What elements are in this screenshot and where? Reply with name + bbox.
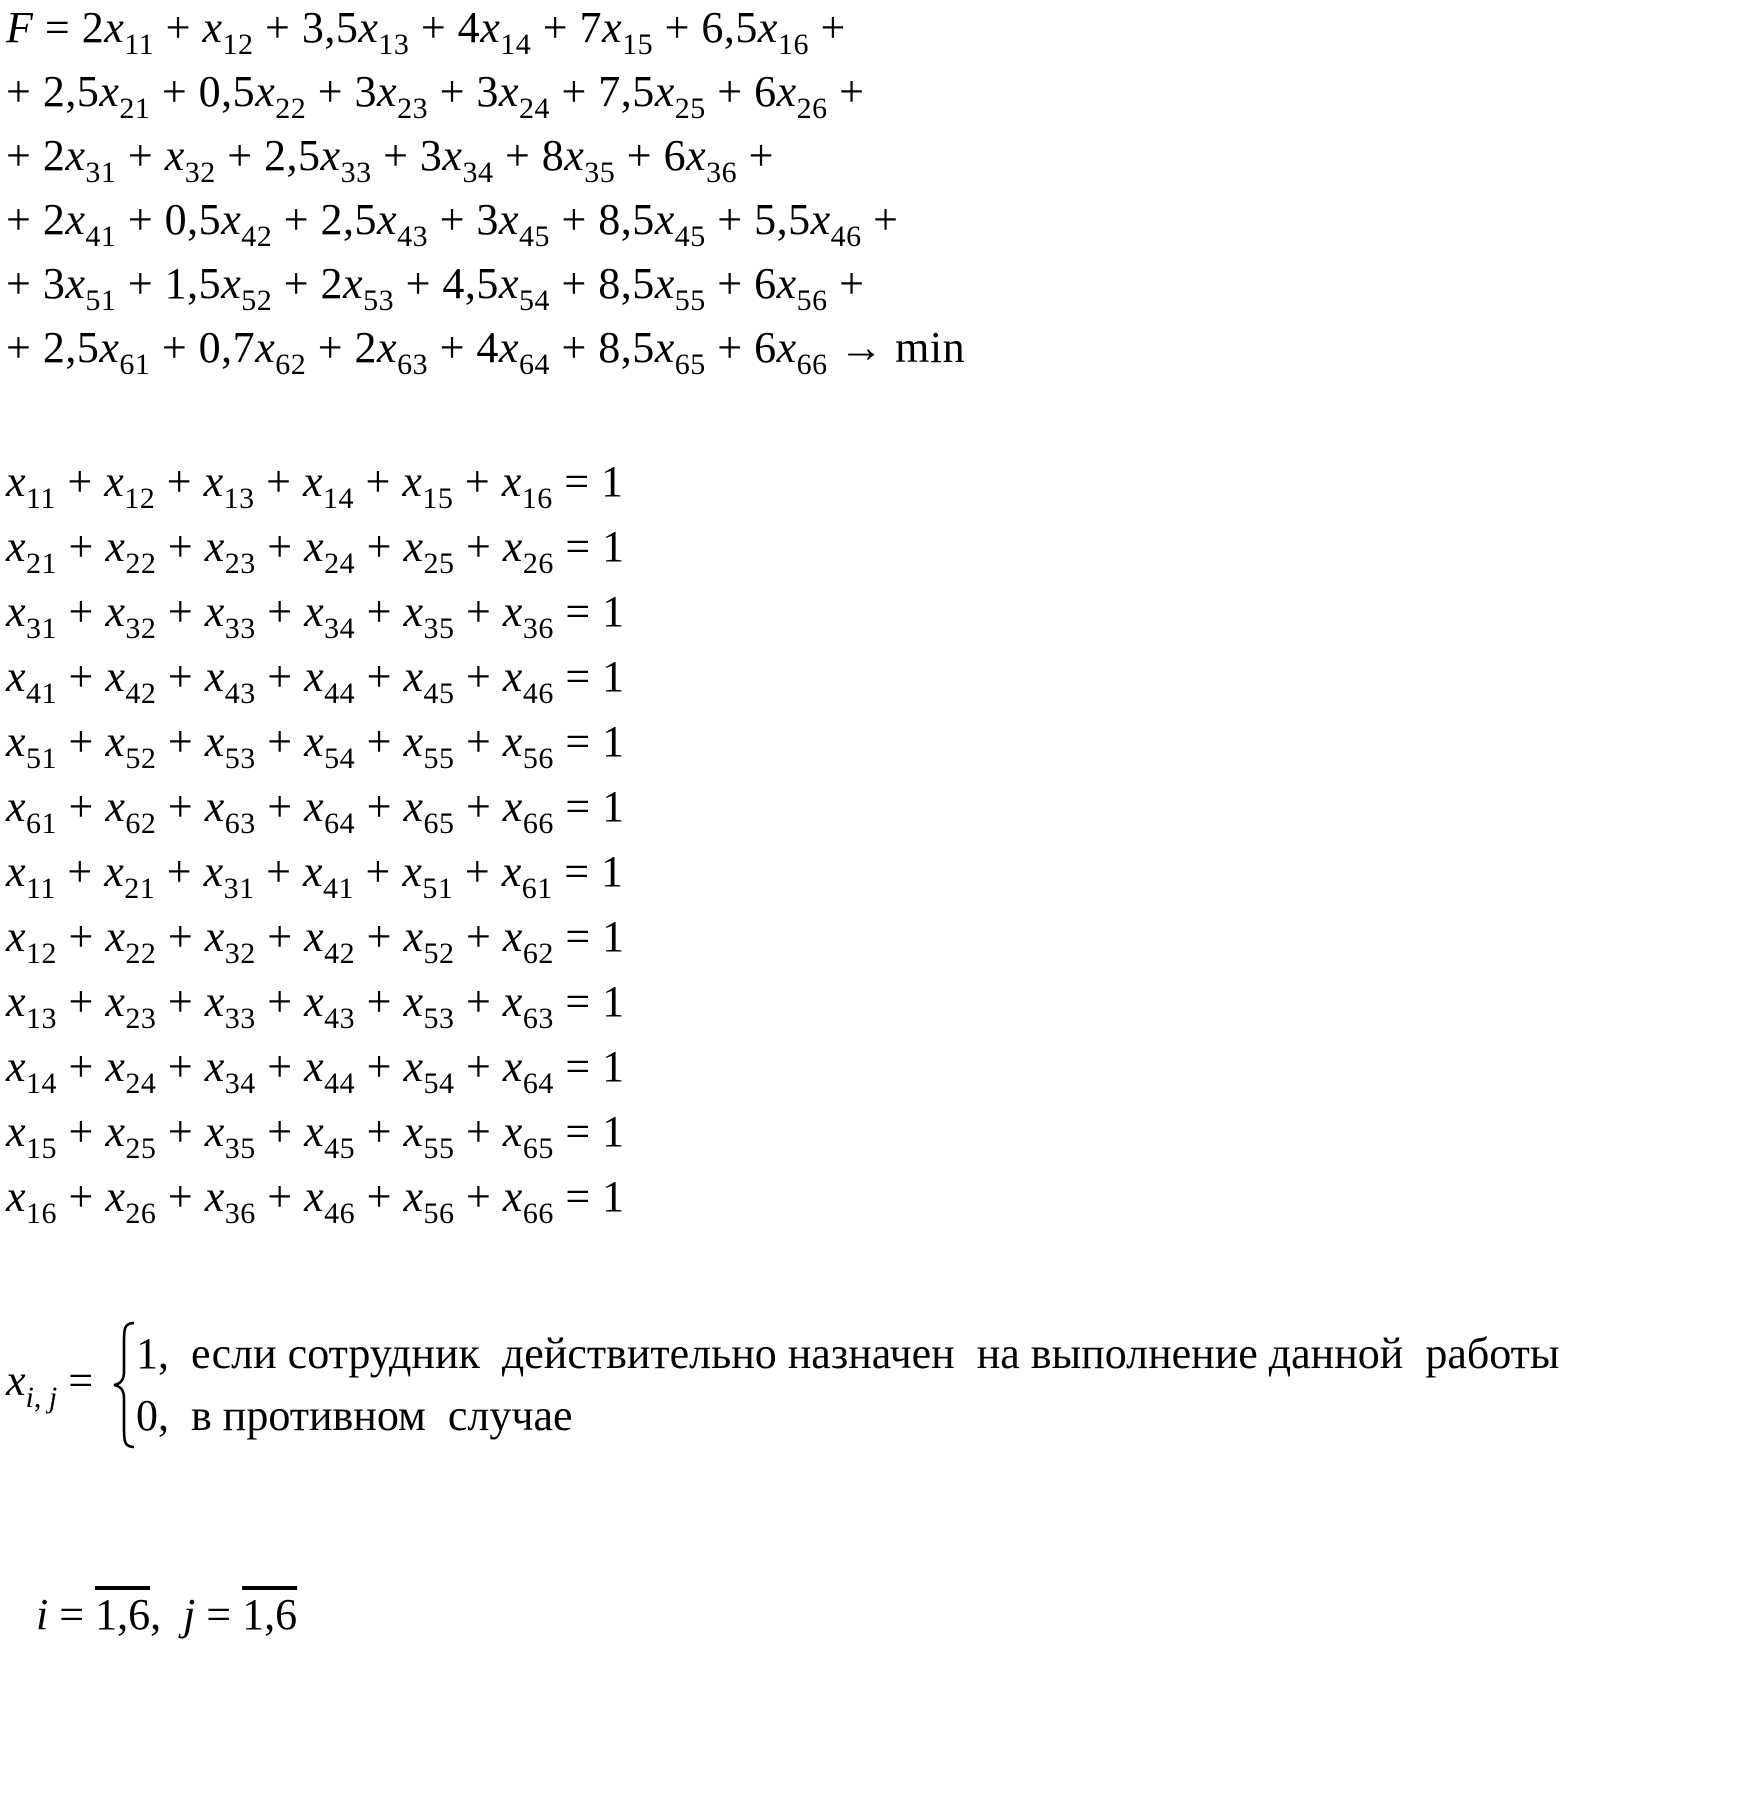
- constraint-line: $x_{31} + x_{32} + x_{33} + x_{34} + x_{35} + x_{36} = 1$: [6, 587, 625, 645]
- range-j-value: 1,6: [242, 1590, 298, 1639]
- range-separator: ,: [150, 1590, 184, 1639]
- constraint-line: $x_{21} + x_{22} + x_{23} + x_{24} + x_{25} + x_{26} = 1$: [6, 522, 625, 580]
- constraint-line: $x_{11} + x_{12} + x_{13} + x_{14} + x_{15} + x_{16} = 1$: [6, 457, 624, 515]
- objective-line: $F = 2x_{11} + x_{12} + 3,5x_{13} + 4x_{14} + 7x_{15} + 6,5x_{16}$ +: [6, 3, 846, 61]
- objective-line: + $2,5x_{61} + 0,7x_{62} + 2x_{63} + 4x_{64} + 8,5x_{65} + 6x_{66} \to \min$: [6, 323, 966, 381]
- equals-sign: =: [195, 1590, 243, 1639]
- constraint-line: $x_{14} + x_{24} + x_{34} + x_{44} + x_{54} + x_{64} = 1$: [6, 1042, 625, 1100]
- constraint-line: $x_{15} + x_{25} + x_{35} + x_{45} + x_{55} + x_{65} = 1$: [6, 1107, 625, 1165]
- objective-line: + $3x_{51} + 1,5x_{52} + 2x_{53} + 4,5x_{54} + 8,5x_{55} + 6x_{56}$ +: [6, 259, 865, 317]
- constraint-line: $x_{16} + x_{26} + x_{36} + x_{46} + x_{56} + x_{66} = 1$: [6, 1172, 625, 1230]
- index-range: [14, 1538, 297, 1640]
- case-otherwise: 0, в противном случае: [136, 1391, 573, 1440]
- variable-definition: [6, 1320, 1606, 1450]
- range-i-value: 1,6: [95, 1590, 151, 1639]
- objective-line: + $2x_{41} + 0,5x_{42} + 2,5x_{43} + 3x_{45} + 8,5x_{45} + 5,5x_{46}$ +: [6, 195, 899, 253]
- index-j: j: [183, 1590, 196, 1639]
- constraint-line: $x_{61} + x_{62} + x_{63} + x_{64} + x_{65} + x_{66} = 1$: [6, 782, 625, 840]
- constraint-line: $x_{13} + x_{23} + x_{33} + x_{43} + x_{53} + x_{63} = 1$: [6, 977, 625, 1035]
- constraint-line: $x_{41} + x_{42} + x_{43} + x_{44} + x_{45} + x_{46} = 1$: [6, 652, 625, 710]
- objective-line: + $2,5x_{21} + 0,5x_{22} + 3x_{23} + 3x_{24} + 7,5x_{25} + 6x_{26}$ +: [6, 67, 865, 125]
- constraint-line: $x_{12} + x_{22} + x_{32} + x_{42} + x_{52} + x_{62} = 1$: [6, 912, 625, 970]
- objective-line: + $2x_{31} + x_{32} + 2,5x_{33} + 3x_{34} + 8x_{35} + 6x_{36}$ +: [6, 131, 774, 189]
- equals-sign: =: [48, 1590, 96, 1639]
- variable-definition-lhs: $x_{i, j}$ =: [6, 1356, 94, 1414]
- case-assigned: 1, если сотрудник действительно назначен на выполнение данной работы: [136, 1329, 1560, 1378]
- constraint-line: $x_{51} + x_{52} + x_{53} + x_{54} + x_{55} + x_{56} = 1$: [6, 717, 625, 775]
- constraint-line: $x_{11} + x_{21} + x_{31} + x_{41} + x_{51} + x_{61} = 1$: [6, 847, 624, 905]
- index-i: i: [36, 1590, 49, 1639]
